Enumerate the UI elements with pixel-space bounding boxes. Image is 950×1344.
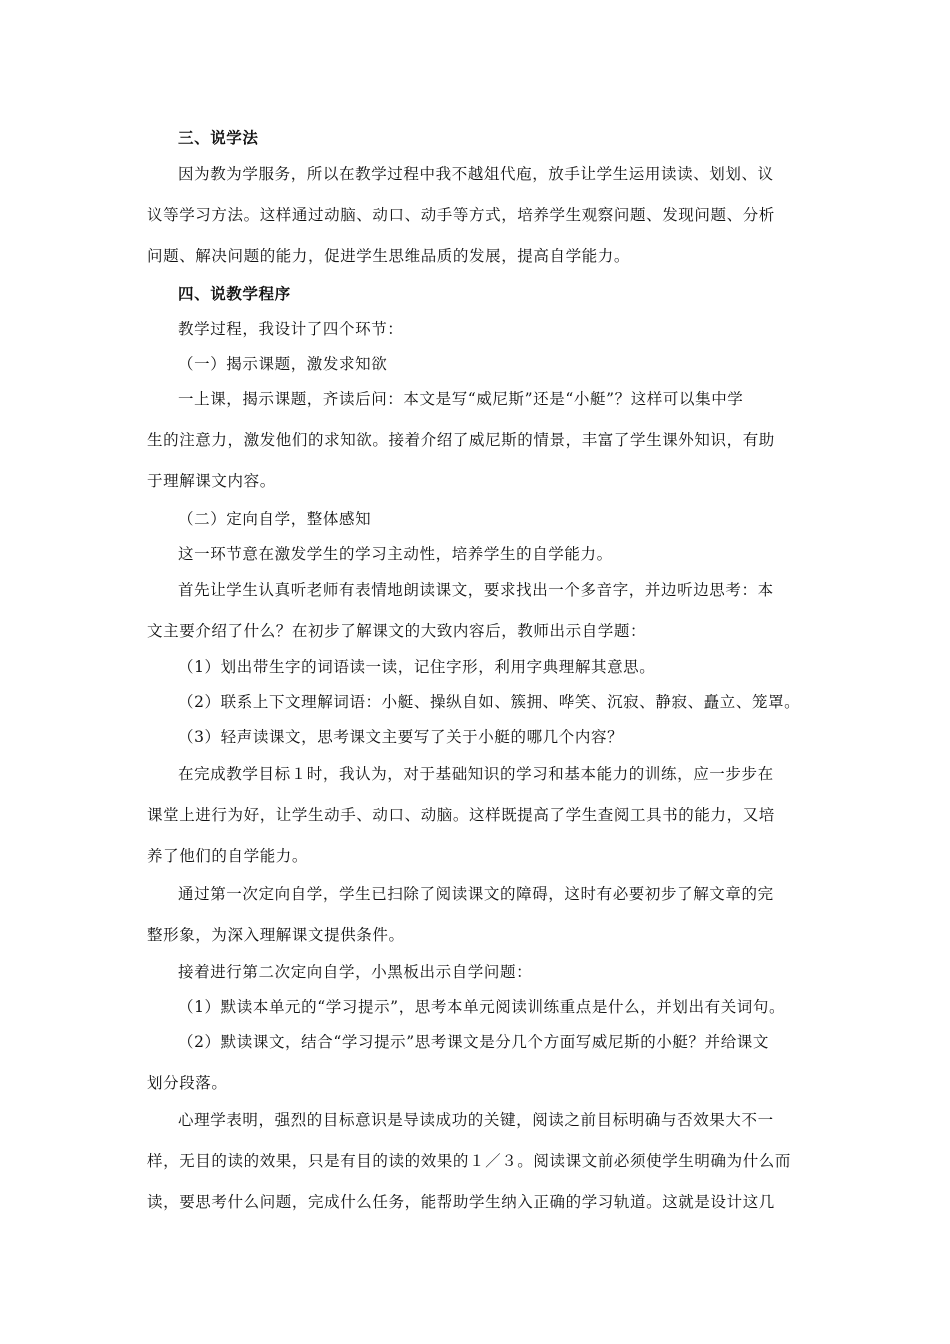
paragraph-line: 在完成教学目标１时，我认为，对于基础知识的学习和基本能力的训练，应一步步在 — [178, 765, 774, 783]
reading-question-1: （1）默读本单元的“学习提示”，思考本单元阅读训练重点是什么，并划出有关词句。 — [178, 998, 786, 1016]
paragraph-line: 养了他们的自学能力。 — [147, 847, 309, 865]
question-item-1: （1）划出带生字的词语读一读，记住字形，利用字典理解其意思。 — [178, 658, 656, 676]
paragraph-line: 首先让学生认真听老师有表情地朗读课文，要求找出一个多音字，并边听边思考：本 — [178, 581, 774, 599]
question-item-3: （3）轻声读课文，思考课文主要写了关于小艇的哪几个内容？ — [178, 728, 624, 746]
paragraph-line: 读，要思考什么问题，完成什么任务，能帮助学生纳入正确的学习轨道。这就是设计这几 — [147, 1193, 775, 1211]
paragraph-line: 接着进行第二次定向自学，小黑板出示自学问题： — [178, 963, 533, 981]
paragraph-line: 整形象，为深入理解课文提供条件。 — [147, 926, 405, 944]
paragraph-line: 样，无目的读的效果，只是有目的读的效果的１／３。阅读课文前必须使学生明确为什么而 — [147, 1152, 792, 1170]
section-heading-learning-method: 三、说学法 — [178, 129, 259, 147]
section-heading-teaching-procedure: 四、说教学程序 — [178, 285, 291, 303]
question-item-2: （2）联系上下文理解词语：小艇、操纵自如、簇拥、哗笑、沉寂、静寂、矗立、笼罩。 — [178, 693, 801, 711]
paragraph-line: 一上课，揭示课题，齐读后问：本文是写“威尼斯”还是“小艇”？这样可以集中学 — [178, 390, 744, 408]
paragraph-line: 因为教为学服务，所以在教学过程中我不越俎代庖，放手让学生运用读读、划划、议 — [178, 165, 774, 183]
paragraph-line: 于理解课文内容。 — [147, 472, 276, 490]
paragraph-line: 心理学表明，强烈的目标意识是导读成功的关键，阅读之前目标明确与否效果大不一 — [178, 1111, 774, 1129]
paragraph-line: 文主要介绍了什么？在初步了解课文的大致内容后，教师出示自学题： — [147, 622, 647, 640]
step-title-2: （二）定向自学，整体感知 — [178, 510, 372, 528]
paragraph-line: 教学过程，我设计了四个环节： — [178, 320, 404, 338]
paragraph-line: 通过第一次定向自学，学生已扫除了阅读课文的障碍，这时有必要初步了解文章的完 — [178, 885, 774, 903]
paragraph-line: 生的注意力，激发他们的求知欲。接着介绍了威尼斯的情景，丰富了学生课外知识，有助 — [147, 431, 775, 449]
paragraph-line: 问题、解决问题的能力，促进学生思维品质的发展，提高自学能力。 — [147, 247, 631, 265]
paragraph-line: 这一环节意在激发学生的学习主动性，培养学生的自学能力。 — [178, 545, 613, 563]
reading-question-2: （2）默读课文，结合“学习提示”思考课文是分几个方面写威尼斯的小艇？并给课文 — [178, 1033, 770, 1051]
paragraph-line: 划分段落。 — [147, 1074, 228, 1092]
paragraph-line: 议等学习方法。这样通过动脑、动口、动手等方式，培养学生观察问题、发现问题、分析 — [147, 206, 775, 224]
paragraph-line: 课堂上进行为好，让学生动手、动口、动脑。这样既提高了学生查阅工具书的能力，又培 — [147, 806, 775, 824]
step-title-1: （一）揭示课题，激发求知欲 — [178, 355, 388, 373]
